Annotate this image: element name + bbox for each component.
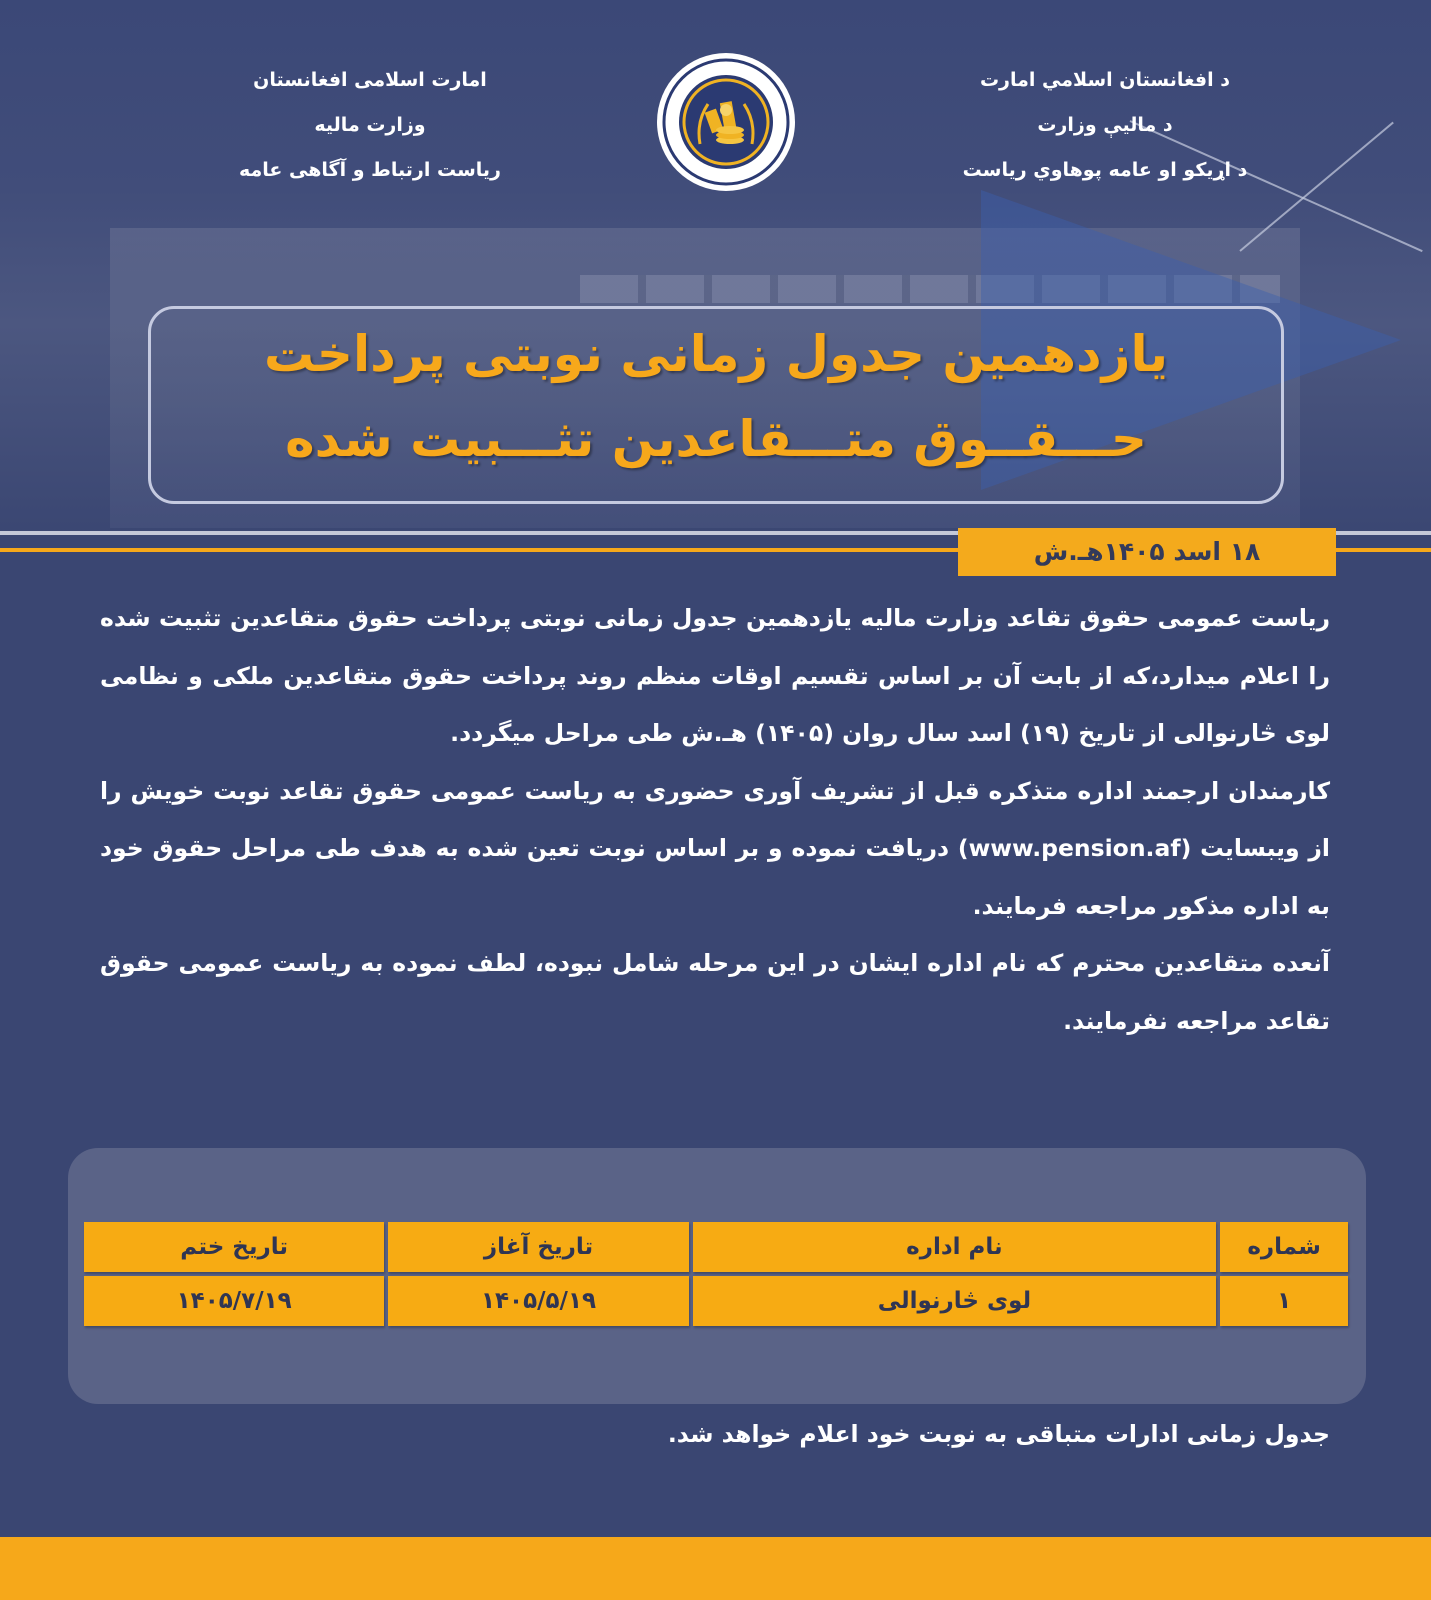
header-line: امارت اسلامی افغانستان — [253, 69, 487, 91]
paragraph: آنعده متقاعدین محترم که نام اداره ایشان در این مرحله شامل نبوده، لطف نموده به ریاست عمومی حقوق تقاعد مراجعه نفرمایند. — [100, 949, 1330, 1035]
header-line: د اړیکو او عامه پوهاوي رياست — [962, 159, 1248, 181]
header-number: شماره — [1220, 1222, 1348, 1272]
date-badge: ۱۸ اسد ۱۴۰۵هـ.ش — [958, 528, 1336, 576]
cell-start-date: ۱۴۰۵/۵/۱۹ — [388, 1276, 688, 1326]
header-end-date: تاریخ ختم — [84, 1222, 384, 1272]
table-header-row — [84, 1222, 1348, 1272]
ministry-of-finance-seal-icon — [656, 52, 796, 192]
footer-note: جدول زمانی ادارات متباقی به نوبت خود اعلام خواهد شد. — [667, 1420, 1330, 1448]
header-line: وزارت مالیه — [314, 114, 426, 136]
table-row — [84, 1276, 1348, 1326]
header-line: ریاست ارتباط و آگاهی عامه — [239, 159, 501, 181]
cell-end-date: ۱۴۰۵/۷/۱۹ — [84, 1276, 384, 1326]
dari-header — [205, 58, 535, 193]
cell-number: ۱ — [1220, 1276, 1348, 1326]
header-office: نام اداره — [693, 1222, 1217, 1272]
title-line-1: یازدهمین جدول زمانی نوبتی پرداخت — [263, 325, 1168, 383]
paragraph: کارمندان ارجمند اداره متذکره قبل از تشریف آوری حضوری به ریاست عمومی حقوق تقاعد نوبت خویش را از ویبسایت (www.pension.af) دریافت نموده و بر اساس نوبت تعین شده به هدف طی مراحل حقوق خود به اداره مذکور مراجعه فرمایند. — [100, 776, 1330, 920]
paragraph: ریاست عمومی حقوق تقاعد وزارت مالیه یازدهمین جدول زمانی نوبتی پرداخت حقوق متقاعدین تثبیت شده را اعلام میدارد،که از بابت آن بر اساس تقسیم اوقات منظم روند پرداخت حقوق متقاعدین ملکی و نظامی لوی څارنوالی از تاریخ (۱۹) اسد سال روان (۱۴۰۵) هـ.ش طی مراحل میگردد. — [100, 604, 1330, 747]
header-line: د ماليې وزارت — [1037, 114, 1173, 136]
announcement-text — [100, 590, 1330, 1050]
pashto-header — [940, 58, 1270, 193]
header-start-date: تاریخ آغاز — [388, 1222, 688, 1272]
title-line-2: حـــقــوق متـــقاعدین تثـــبیت شده — [285, 410, 1147, 468]
cell-office: لوی څارنوالی — [693, 1276, 1217, 1326]
bottom-accent-bar — [0, 1537, 1431, 1600]
header-line: د افغانستان اسلامي امارت — [979, 69, 1231, 91]
schedule-table — [80, 1218, 1352, 1330]
